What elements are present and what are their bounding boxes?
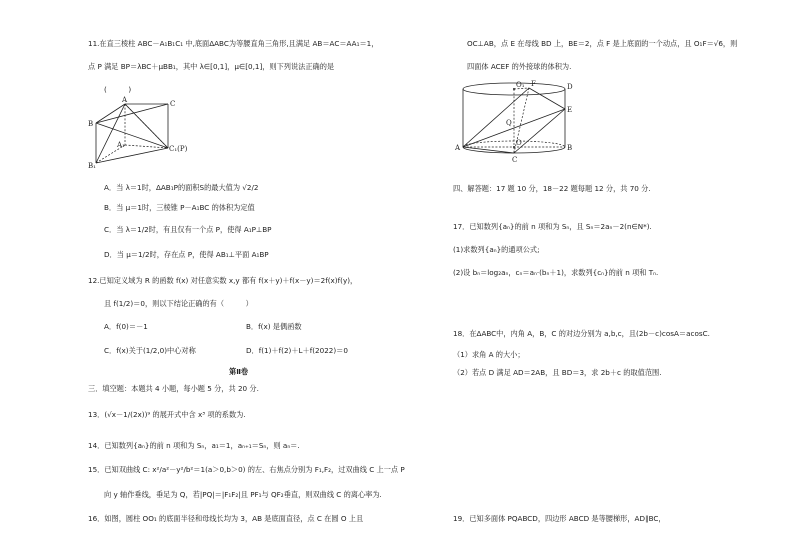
q12-stem-line1: 12.已知定义域为 R 的函数 f(x) 对任意实数 x,y 都有 f(x＋y)＋f(x－y)＝2f(x)f(y)， xyxy=(88,276,358,285)
cyl-label-E: E xyxy=(567,106,573,114)
section-2-title: 第Ⅱ卷 xyxy=(229,367,249,376)
q12-option-d: D．f(1)＋f(2)＋L＋f(2022)＝0 xyxy=(246,346,348,355)
q15-stem-line2: 向 y 轴作垂线，垂足为 Q，若|PQ|＝|F₁F₂|且 PF₁与 QF₂垂直，则双曲线 C 的离心率为. xyxy=(104,490,382,499)
q11-option-d: D．当 μ＝1/2时，存在点 P，使得 AB₁⊥平面 A₁BP xyxy=(104,250,269,259)
q16-stem-line2: OC⊥AB，点 E 在母线 BD 上，BE＝2，点 F 是上底面的一个动点，且 O₁F＝√6，则 xyxy=(467,39,738,48)
answer-section-header: 四、解答题：17 题 10 分，18－22 题每题 12 分，共 70 分. xyxy=(453,184,651,193)
cyl-label-O: O xyxy=(516,139,522,147)
q18-part2: （2）若点 D 满足 AD＝2AB，且 BD＝3，求 2b＋c 的取值范围. xyxy=(453,368,662,377)
q16-stem-line3: 四面体 ACEF 的外接球的体积为. xyxy=(467,62,572,71)
cyl-label-F: F xyxy=(531,80,536,88)
q19-stem: 19．已知多面体 PQABCD，四边形 ABCD 是等腰梯形，AD∥BC， xyxy=(453,514,666,523)
cyl-label-Q: Q xyxy=(506,119,512,127)
cyl-label-O1: O₁ xyxy=(516,81,525,89)
cyl-label-D: D xyxy=(567,83,573,91)
prism-label-B: B xyxy=(88,120,94,128)
prism-label-C: C xyxy=(170,100,176,108)
q17-part1: (1)求数列{aₙ}的通项公式; xyxy=(453,245,540,254)
cyl-label-A: A xyxy=(455,144,461,152)
q11-option-a: A．当 λ＝1时，ΔAB₁P的面积S的最大值为 √2/2 xyxy=(104,183,259,192)
prism-figure xyxy=(86,96,196,176)
q11-option-c: C．当 λ＝1/2时，有且仅有一个点 P，使得 A₁P⊥BP xyxy=(104,225,272,234)
q18-stem: 18．在ΔABC中，内角 A，B，C 的对边分别为 a,b,c，且(2b－c)cosA＝acosC. xyxy=(453,329,710,338)
q12-option-c: C．f(x)关于(1/2,0)中心对称 xyxy=(104,346,196,355)
q12-option-b: B．f(x) 是偶函数 xyxy=(246,322,302,331)
q14-stem: 14．已知数列{aₙ}的前 n 项和为 Sₙ，a₁＝1，aₙ₊₁＝Sₙ，则 aₙ＝. xyxy=(88,441,300,450)
prism-label-B1: B₁ xyxy=(88,162,96,170)
cylinder-figure xyxy=(452,77,582,167)
q16-stem-line1: 16．如图，圆柱 OO₁ 的底面半径和母线长均为 3，AB 是底面直径，点 C 在圆 O 上且 xyxy=(88,514,364,523)
cyl-label-B: B xyxy=(567,144,573,152)
fill-in-section-header: 三．填空题：本题共 4 小题，每小题 5 分，共 20 分. xyxy=(88,384,259,393)
q12-option-a: A．f(0)＝－1 xyxy=(104,322,148,331)
q18-part1: （1）求角 A 的大小； xyxy=(453,350,525,359)
cyl-label-C: C xyxy=(512,156,518,164)
q13-stem: 13．(√x－1/(2x))⁹ 的展开式中含 x³ 项的系数为. xyxy=(88,410,246,419)
q11-answer-paren: ( ) xyxy=(104,85,132,94)
prism-label-A1: A₁ xyxy=(117,141,125,149)
q15-stem-line1: 15．已知双曲线 C: x²/a²－y²/b²＝1(a＞0,b＞0) 的左、右焦点分别为 F₁,F₂，过双曲线 C 上一点 P xyxy=(88,465,405,474)
q11-stem-line1: 11.在直三棱柱 ABC－A₁B₁C₁ 中,底面ΔABC为等腰直角三角形,且满足 AB＝AC＝AA₁＝1， xyxy=(88,39,379,48)
q11-option-b: B．当 μ＝1时，三棱锥 P－A₁BC 的体积为定值 xyxy=(104,203,255,212)
q17-part2: (2)设 bₙ＝log₂aₙ，cₙ＝aₙ·(bₙ＋1)，求数列{cₙ}的前 n 项和 Tₙ. xyxy=(453,268,659,277)
q11-stem-line2: 点 P 满足 BP＝λBC＋μBB₁，其中 λ∈[0,1]，μ∈[0,1]，则下列说法正确的是 xyxy=(88,62,335,71)
q12-stem-line2: 且 f(1/2)＝0，则以下结论正确的有（ ） xyxy=(104,299,253,308)
prism-label-C1: C₁(P) xyxy=(169,145,188,153)
prism-label-A: A xyxy=(122,96,128,104)
q17-stem: 17．已知数列{aₙ}的前 n 项和为 Sₙ，且 Sₙ＝2aₙ－2(n∈N*). xyxy=(453,222,652,231)
